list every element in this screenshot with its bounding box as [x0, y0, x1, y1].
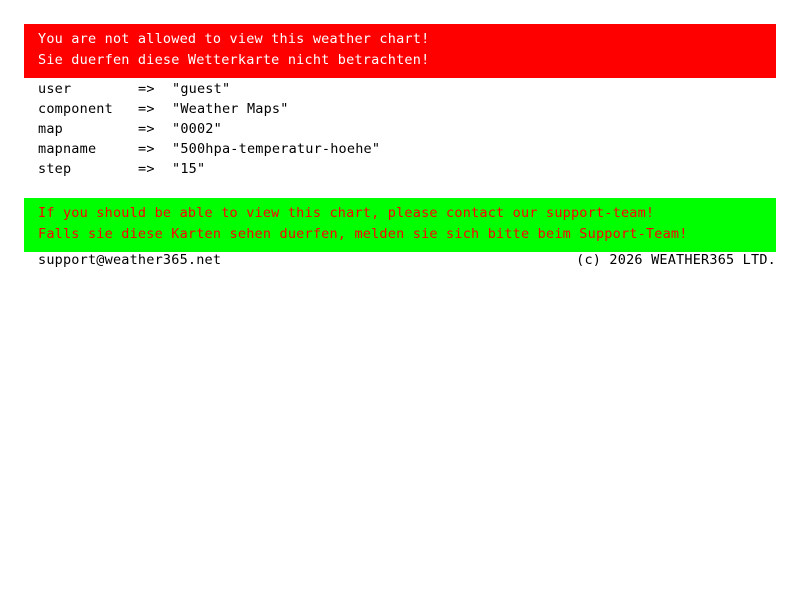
info-banner — [24, 198, 776, 252]
param-arrow: => — [138, 141, 155, 157]
copyright-notice: (c) 2026 WEATHER365 LTD. — [576, 252, 776, 268]
param-arrow: => — [138, 101, 155, 117]
param-arrow: => — [138, 161, 155, 177]
error-banner — [24, 24, 776, 78]
param-value: "500hpa-temperatur-hoehe" — [172, 141, 381, 157]
param-arrow: => — [138, 81, 155, 97]
table-row — [38, 79, 380, 99]
param-key: user — [38, 81, 72, 97]
parameter-table — [38, 79, 380, 179]
info-banner-line-en: If you should be able to view this chart, please contact our support-team! — [38, 205, 655, 221]
table-row — [38, 139, 380, 159]
support-email-link[interactable]: support@weather365.net — [38, 252, 222, 268]
error-banner-line-de: Sie duerfen diese Wetterkarte nicht betrachten! — [38, 52, 430, 68]
table-row — [38, 119, 380, 139]
table-row — [38, 159, 380, 179]
param-key: map — [38, 121, 63, 137]
param-arrow: => — [138, 121, 155, 137]
param-key: step — [38, 161, 72, 177]
param-key: component — [38, 101, 113, 117]
table-row — [38, 99, 380, 119]
error-banner-line-en: You are not allowed to view this weather chart! — [38, 31, 430, 47]
param-value: "guest" — [172, 81, 231, 97]
param-value: "15" — [172, 161, 206, 177]
info-banner-line-de: Falls sie diese Karten sehen duerfen, melden sie sich bitte beim Support-Team! — [38, 226, 688, 242]
param-value: "Weather Maps" — [172, 101, 289, 117]
param-value: "0002" — [172, 121, 222, 137]
param-key: mapname — [38, 141, 97, 157]
